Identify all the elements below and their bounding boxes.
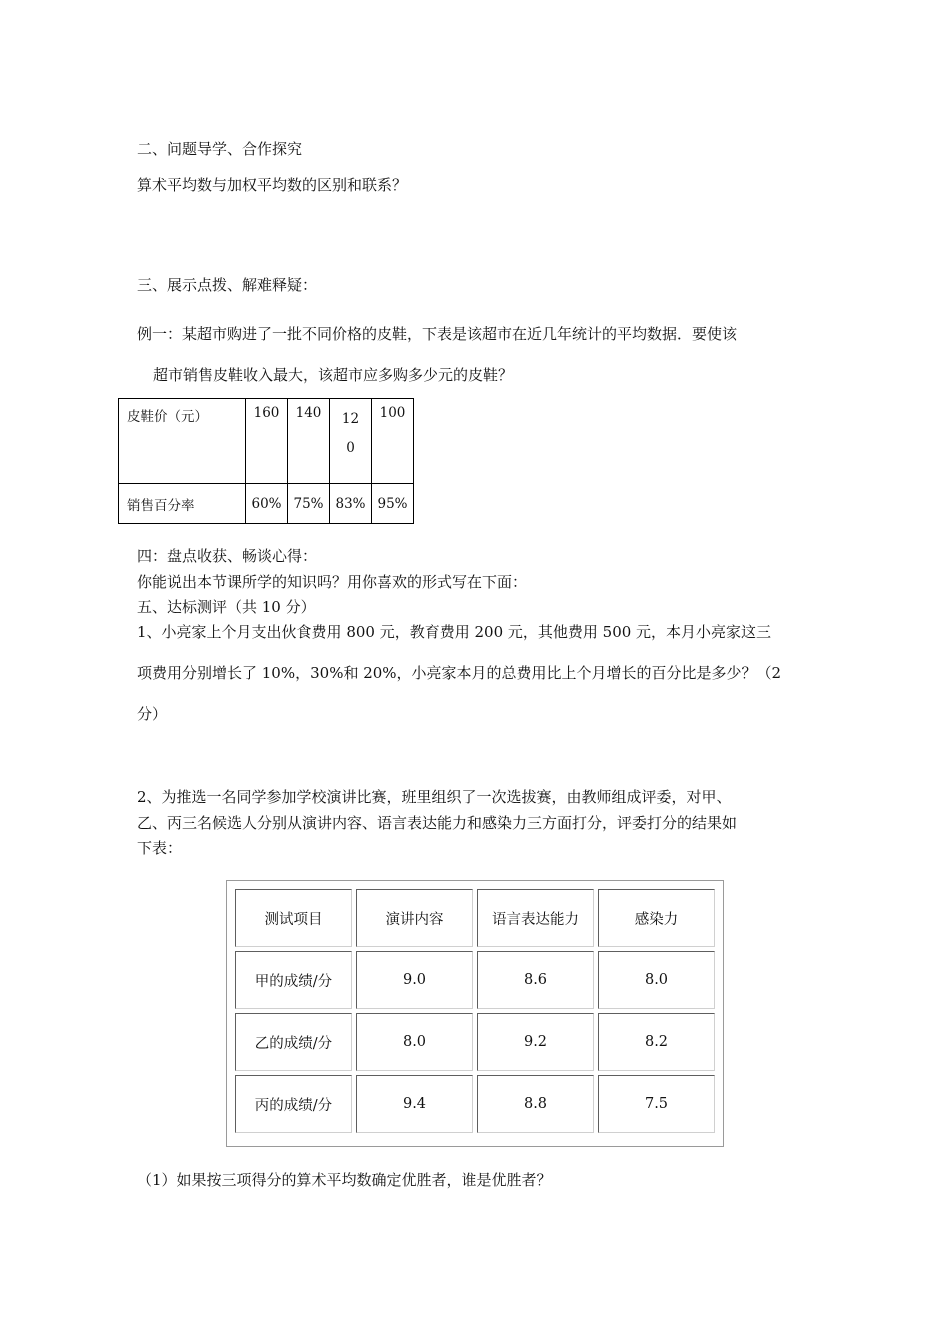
header-cell: 演讲内容	[356, 889, 473, 947]
score-cell: 8.8	[477, 1075, 594, 1133]
header-cell: 测试项目	[235, 889, 352, 947]
score-cell: 8.0	[598, 951, 715, 1009]
section4-heading: 四：盘点收获、畅谈心得：	[137, 547, 318, 565]
question2-line2: 乙、丙三名候选人分别从演讲内容、语言表达能力和感染力三方面打分，评委打分的结果如	[137, 814, 738, 832]
question1-line2: 项费用分别增长了 10%，30%和 20%，小亮家本月的总费用比上个月增长的百分比是多少？（2	[137, 664, 782, 682]
rate-cell: 95%	[372, 484, 414, 524]
score-cell: 9.2	[477, 1013, 594, 1071]
shoe-price-table	[118, 398, 414, 524]
price-cell-part: 12	[341, 411, 360, 427]
rate-label: 销售百分率	[119, 484, 246, 524]
row-label: 乙的成绩/分	[235, 1013, 352, 1071]
price-cell	[330, 399, 372, 484]
score-cell: 8.0	[356, 1013, 473, 1071]
row-label: 甲的成绩/分	[235, 951, 352, 1009]
section2-question: 算术平均数与加权平均数的区别和联系？	[137, 176, 408, 194]
question1-line3: 分）	[137, 705, 168, 723]
question1-line1: 1、小亮家上个月支出伙食费用 800 元，教育费用 200 元，其他费用 500 元，本月小亮家这三	[137, 623, 772, 641]
rate-cell: 83%	[330, 484, 372, 524]
score-table	[231, 885, 719, 1137]
header-cell: 感染力	[598, 889, 715, 947]
score-table-frame	[226, 880, 724, 1147]
header-cell: 语言表达能力	[477, 889, 594, 947]
row-label: 丙的成绩/分	[235, 1075, 352, 1133]
section3-heading: 三、展示点拨、解难释疑：	[137, 276, 318, 294]
subquestion-1: （1）如果按三项得分的算术平均数确定优胜者，谁是优胜者？	[137, 1171, 552, 1189]
score-cell: 7.5	[598, 1075, 715, 1133]
section4-prompt: 你能说出本节课所学的知识吗？用你喜欢的形式写在下面：	[137, 573, 528, 591]
table-row	[235, 1075, 715, 1133]
table-row	[235, 1013, 715, 1071]
score-cell: 8.2	[598, 1013, 715, 1071]
section2-heading: 二、问题导学、合作探究	[137, 140, 303, 158]
section5-heading: 五、达标测评（共 10 分）	[137, 598, 316, 616]
score-cell: 9.0	[356, 951, 473, 1009]
price-cell: 100	[372, 399, 414, 484]
price-cell-part: 0	[346, 440, 355, 456]
price-label: 皮鞋价（元）	[119, 399, 246, 484]
price-cell: 140	[288, 399, 330, 484]
example1-line2: 超市销售皮鞋收入最大，该超市应多购多少元的皮鞋？	[153, 366, 514, 384]
rate-cell: 60%	[246, 484, 288, 524]
score-cell: 8.6	[477, 951, 594, 1009]
price-cell: 160	[246, 399, 288, 484]
question2-line1: 2、为推选一名同学参加学校演讲比赛，班里组织了一次选拔赛，由教师组成评委，对甲、	[137, 788, 732, 806]
table-header-row	[235, 889, 715, 947]
table-row	[235, 951, 715, 1009]
example1-line1: 例一：某超市购进了一批不同价格的皮鞋，下表是该超市在近几年统计的平均数据．要使该	[137, 325, 738, 343]
question2-line3: 下表：	[137, 839, 183, 857]
score-cell: 9.4	[356, 1075, 473, 1133]
rate-cell: 75%	[288, 484, 330, 524]
